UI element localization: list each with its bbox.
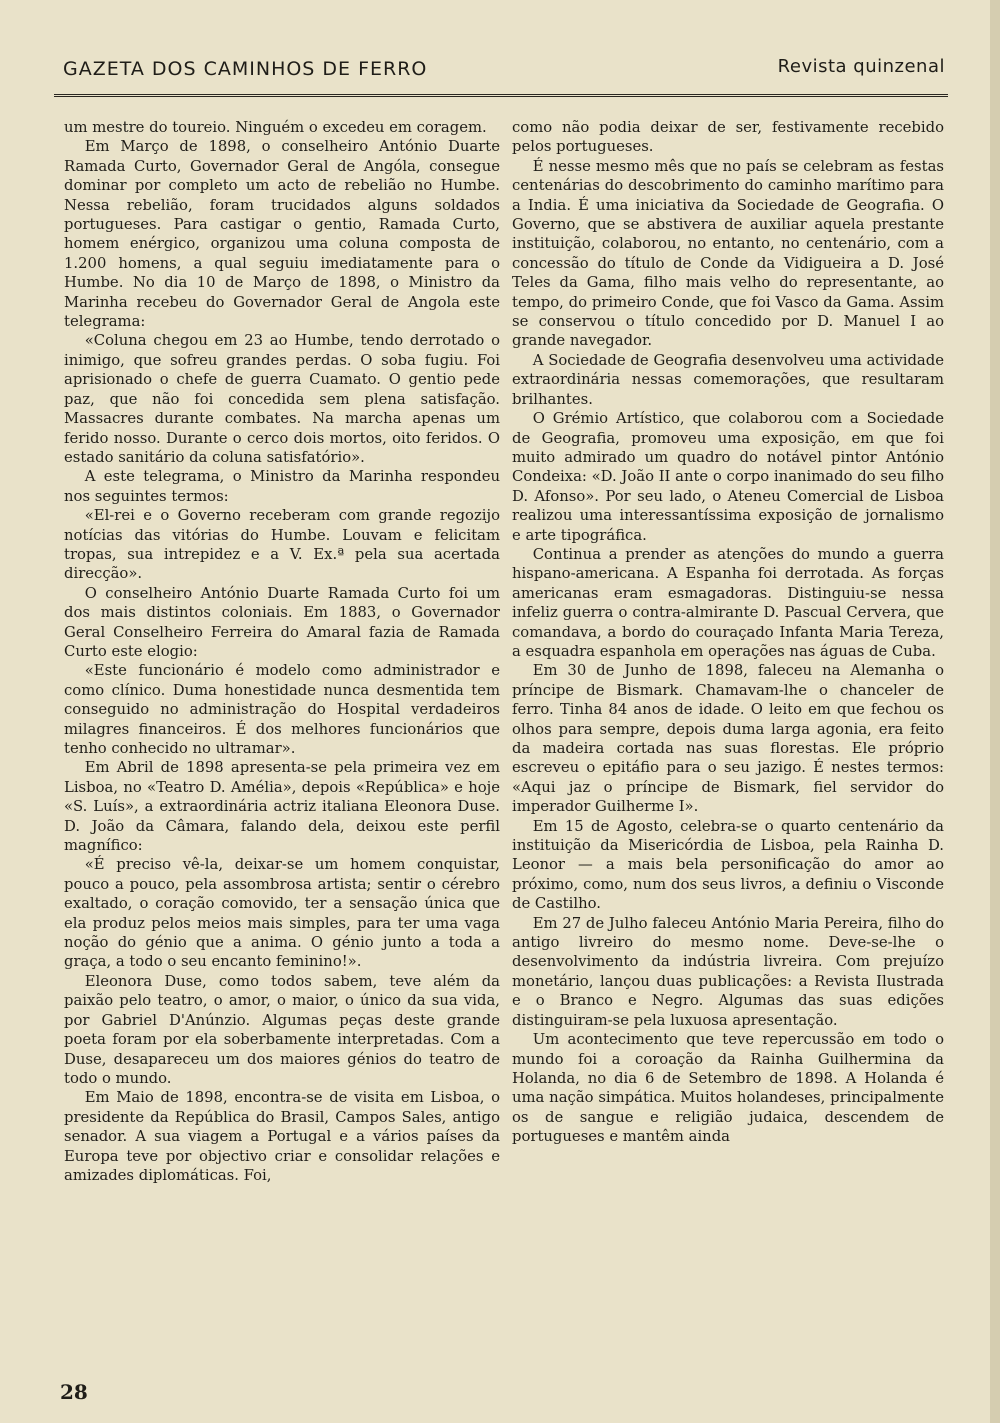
paragraph: O Grémio Artístico, que colaborou com a Sociedade de Geografia, promoveu uma exposição, em que foi muito admirado um quadro do notável pintor António Condeixa: «D. João II ante o corpo inanimado do seu filho D. Afonso». Por seu lado, o Ateneu Comercial de Lisboa realizou uma interessantíssima exposição de jornalismo e arte tipográfica. xyxy=(512,410,944,544)
paragraph: Em 15 de Agosto, celebra-se o quarto centenário da instituição da Misericórdia de Lisboa, pela Rainha D. Leonor — a mais bela personificação do amor ao próximo, como, num dos seus livros, a definiu o Visconde de Castilho. xyxy=(512,817,944,913)
paragraph: Em 30 de Junho de 1898, faleceu na Alemanha o príncipe de Bismark. Chamavam-lhe o chanceler de ferro. Tinha 84 anos de idade. O leito em que fechou os olhos para sempre, depois duma larga agonia, era feito da madeira cortada nas suas florestas. Ele próprio escreveu o epitáfio para o seu jazigo. É nestes termos: «Aqui jaz o príncipe de Bismark, fiel servidor do imperador Guilherme I». xyxy=(512,662,944,816)
paragraph: «Coluna chegou em 23 ao Humbe, tendo derrotado o inimigo, que sofreu grandes perdas. O soba fugiu. Foi aprisionado o chefe de guerra Cuamato. O gentio pede paz, que não foi concedida sem plena satisfação. Massacres durante combates. Na marcha apenas um ferido nosso. Durante o cerco dois mortos, oito feridos. O estado sanitário da coluna satisfatório». xyxy=(64,332,500,466)
page-number: 28 xyxy=(60,1380,88,1404)
paragraph: como não podia deixar de ser, festivamente recebido pelos portugueses. xyxy=(512,119,944,156)
paragraph: O conselheiro António Duarte Ramada Curto foi um dos mais distintos coloniais. Em 1883, o Governador Geral Conselheiro Ferreira do Amaral fazia de Ramada Curto este elogio: xyxy=(64,584,500,660)
paragraph: Um acontecimento que teve repercussão em todo o mundo foi a coroação da Rainha Guilhermina da Holanda, no dia 6 de Setembro de 1898. A Holanda é uma nação simpática. Muitos holandeses, principalmente os de sangue e religião judaica, descendem de portugueses e mantêm ainda xyxy=(512,1031,944,1146)
paragraph: A Sociedade de Geografia desenvolveu uma actividade extraordinária nessas comemorações, que resultaram brilhantes. xyxy=(512,351,944,408)
paragraph: Eleonora Duse, como todos sabem, teve além da paixão pelo teatro, o amor, o maior, o único da sua vida, por Gabriel D'Anúnzio. Algumas peças deste grande poeta foram por ela soberbamente interpretadas. Com a Duse, desapareceu um dos maiores génios do teatro de todo o mundo. xyxy=(64,972,500,1087)
paragraph: Em Março de 1898, o conselheiro António Duarte Ramada Curto, Governador Geral de Angóla, consegue dominar por completo um acto de rebelião no Humbe. Nessa rebelião, foram trucidados alguns soldados portugueses. Para castigar o gentio, Ramada Curto, homem enérgico, organizou uma coluna composta de 1.200 homens, a qual seguiu imediatamente para o Humbe. No dia 10 de Março de 1898, o Ministro da Marinha recebeu do Governador Geral de Angola este telegrama: xyxy=(64,138,500,331)
paragraph: É nesse mesmo mês que no país se celebram as festas centenárias do descobrimento do caminho marítimo para a India. É uma iniciativa da Sociedade de Geografia. O Governo, que se abstivera de auxiliar aquela prestante instituição, colaborou, no entanto, no centenário, com a concessão do título de Conde da Vidigueira a D. José Teles da Gama, filho mais velho do representante, ao tempo, do primeiro Conde, que foi Vasco da Gama. Assim se conservou o título concedido por D. Manuel I ao grande navegador. xyxy=(512,157,944,350)
paragraph: Em 27 de Julho faleceu António Maria Pereira, filho do antigo livreiro do mesmo nome. Deve-se-lhe o desenvolvimento da indústria livreira. Com prejuízo monetário, lançou duas publicações: a Revista Ilustrada e o Branco e Negro. Algumas das suas edições distinguiram-se pela luxuosa apresentação. xyxy=(512,914,944,1029)
header-rule xyxy=(54,94,948,97)
paragraph: «É preciso vê-la, deixar-se um homem conquistar, pouco a pouco, pela assombrosa artista; sentir o cérebro exaltado, o coração comovido, ter a sensação única que ela produz pelos meios mais simples, para ter uma vaga noção do génio que a anima. O génio junto a toda a graça, a todo o seu encanto feminino!». xyxy=(64,856,500,971)
paragraph: Em Maio de 1898, encontra-se de visita em Lisboa, o presidente da República do Brasil, Campos Sales, antigo senador. A sua viagem a Portugal e a vários países da Europa teve por objectivo criar e consolidar relações e amizades diplomáticas. Foi, xyxy=(64,1089,500,1184)
paragraph: A este telegrama, o Ministro da Marinha respondeu nos seguintes termos: xyxy=(64,468,500,505)
page-edge xyxy=(990,0,1000,1423)
left-column xyxy=(64,118,500,1185)
paragraph: Continua a prender as atenções do mundo a guerra hispano-americana. A Espanha foi derrotada. As forças americanas eram esmagadoras. Distinguiu-se nessa infeliz guerra o contra-almirante D. Pascual Cervera, que comandava, a bordo do couraçado Infanta Maria Tereza, a esquadra espanhola em operações nas águas de Cuba. xyxy=(512,545,944,660)
magazine-subtitle: Revista quinzenal xyxy=(777,56,945,77)
paragraph: um mestre do toureio. Ninguém o excedeu em coragem. xyxy=(64,119,487,136)
paragraph: «Este funcionário é modelo como administrador e como clínico. Duma honestidade nunca desmentida tem conseguido no administração do Hospital verdadeiros milagres financeiros. É dos melhores funcionários que tenho conhecido no ultramar». xyxy=(64,662,500,757)
magazine-title: GAZETA DOS CAMINHOS DE FERRO xyxy=(63,58,428,80)
paragraph: «El-rei e o Governo receberam com grande regozijo notícias das vitórias do Humbe. Louvam e felicitam tropas, sua intrepidez e a V. Ex.ª pela sua acertada direcção». xyxy=(64,507,500,583)
paragraph: Em Abril de 1898 apresenta-se pela primeira vez em Lisboa, no «Teatro D. Amélia», depois «República» e hoje «S. Luís», a extraordinária actriz italiana Eleonora Duse. D. João da Câmara, falando dela, deixou este perfil magnífico: xyxy=(64,759,500,855)
right-column xyxy=(512,118,944,1147)
